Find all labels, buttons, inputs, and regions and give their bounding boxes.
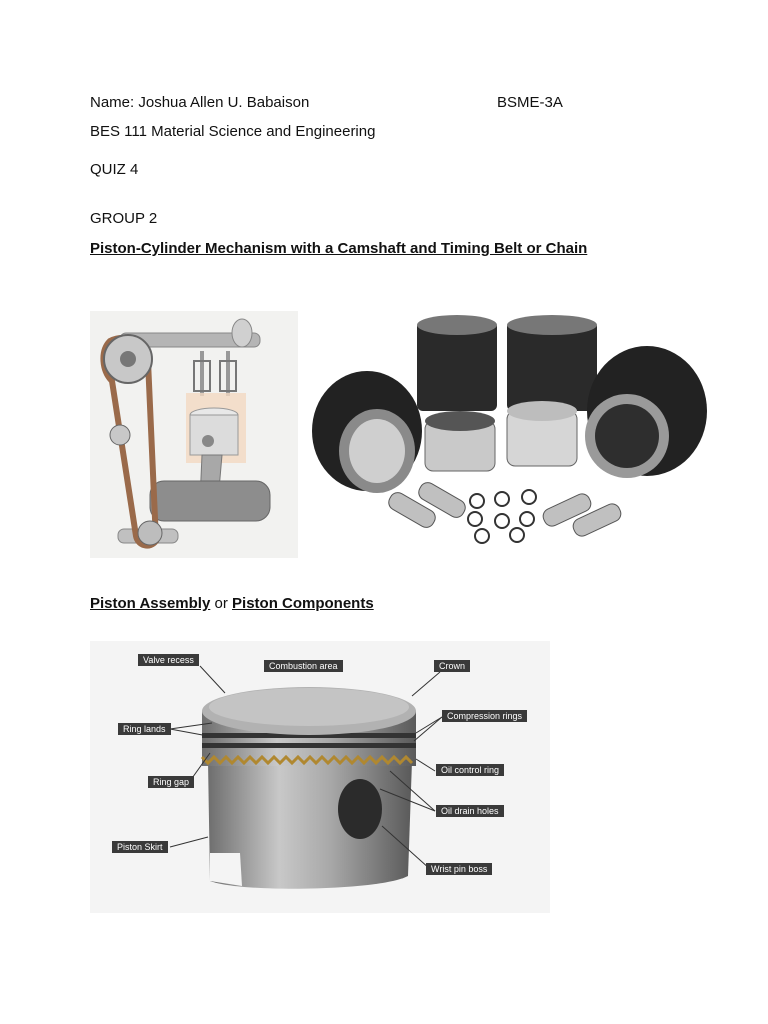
label-valve-recess: Valve recess bbox=[138, 654, 199, 666]
piston-components-diagram bbox=[90, 641, 550, 913]
label-piston-skirt: Piston Skirt bbox=[112, 841, 168, 853]
section2-title bbox=[90, 595, 374, 613]
label-oil-drain-holes: Oil drain holes bbox=[436, 805, 504, 817]
label-ring-gap: Ring gap bbox=[148, 776, 194, 788]
timing-belt-mechanism-image bbox=[90, 311, 298, 558]
label-wrist-pin-boss: Wrist pin boss bbox=[426, 863, 492, 875]
section2-title-part1: Piston Assembly bbox=[90, 595, 211, 612]
student-name: Name: Joshua Allen U. Babaison bbox=[90, 94, 310, 111]
section2-title-part2: Piston Components bbox=[232, 595, 374, 612]
label-compression-rings: Compression rings bbox=[442, 710, 527, 722]
section1-title: Piston-Cylinder Mechanism with a Camshaft and Timing Belt or Chain bbox=[90, 240, 588, 257]
quiz-label: QUIZ 4 bbox=[90, 161, 139, 178]
course-title: BES 111 Material Science and Engineering bbox=[90, 123, 376, 140]
section-code: BSME-3A bbox=[497, 94, 563, 111]
cylinders-pistons-image bbox=[307, 311, 713, 556]
section2-title-or: or bbox=[210, 595, 233, 612]
label-combustion-area: Combustion area bbox=[264, 660, 343, 672]
label-crown: Crown bbox=[434, 660, 470, 672]
label-ring-lands: Ring lands bbox=[118, 723, 171, 735]
group-label: GROUP 2 bbox=[90, 210, 158, 227]
label-oil-control-ring: Oil control ring bbox=[436, 764, 504, 776]
